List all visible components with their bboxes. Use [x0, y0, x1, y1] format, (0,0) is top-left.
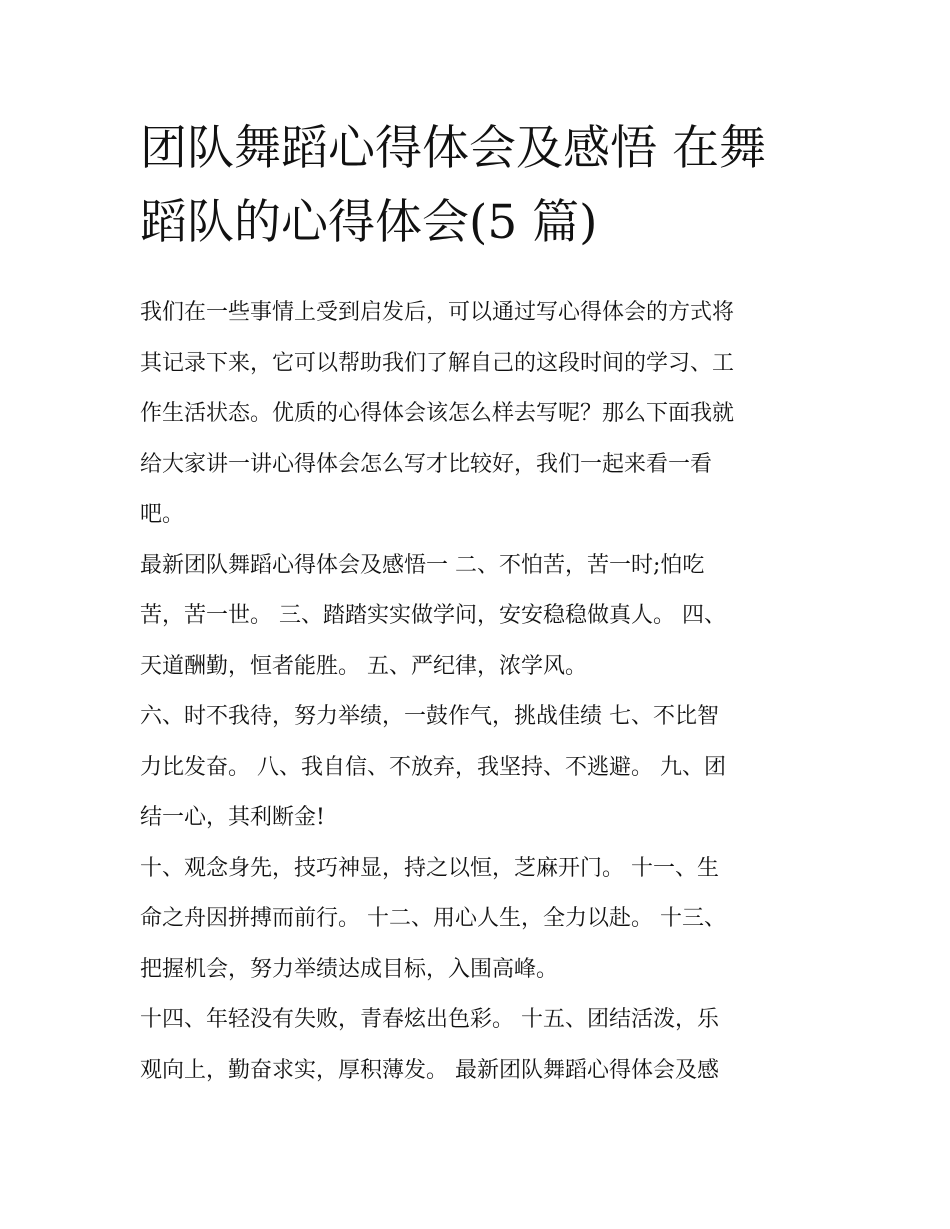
intro-paragraph	[140, 288, 815, 541]
paragraph-line: 给大家讲一讲心得体会怎么写才比较好，我们一起来看一看	[140, 451, 713, 477]
slogan-paragraph-3	[140, 844, 815, 996]
paragraph-line: 苦，苦一世。 三、踏踏实实做学问，安安稳稳做真人。 四、	[140, 603, 726, 628]
paragraph-line: 力比发奋。 八、我自信、不放弃，我坚持、不逃避。 九、团	[140, 754, 726, 780]
paragraph-line: 天道酬勤，恒者能胜。 五、严纪律，浓学风。	[140, 653, 587, 679]
document-content	[140, 112, 815, 1096]
paragraph-line: 命之舟因拼搏而前行。 十二、用心人生，全力以赴。 十三、	[140, 906, 726, 931]
paragraph-line: 我们在一些事情上受到启发后，可以通过写心得体会的方式将	[140, 300, 735, 325]
slogan-paragraph-4	[140, 995, 815, 1096]
paragraph-line: 吧。	[140, 502, 185, 527]
paragraph-line: 最新团队舞蹈心得体会及感悟一 二、不怕苦，苦一时;怕吃	[140, 552, 705, 578]
document-title	[140, 112, 815, 260]
paragraph-line: 六、时不我待，努力举绩，一鼓作气，挑战佳绩 七、不比智	[140, 704, 719, 729]
paragraph-line: 观向上，勤奋求实，厚积薄发。 最新团队舞蹈心得体会及感	[140, 1057, 719, 1083]
title-line-1: 团队舞蹈心得体会及感悟 在舞	[140, 121, 766, 176]
slogan-paragraph-2	[140, 692, 815, 844]
paragraph-line: 把握机会，努力举绩达成目标，入围高峰。	[140, 956, 559, 982]
paragraph-line: 其记录下来，它可以帮助我们了解自己的这段时间的学习、工	[140, 350, 735, 376]
paragraph-line: 结一心，其利断金!	[140, 805, 325, 830]
title-line-2: 蹈队的心得体会(5 篇)	[140, 195, 598, 250]
paragraph-line: 十、观念身先，技巧神显，持之以恒，芝麻开门。 十一、生	[140, 855, 719, 881]
paragraph-line: 十四、年轻没有失败，青春炫出色彩。 十五、团结活泼，乐	[140, 1007, 719, 1032]
slogan-paragraph-1	[140, 541, 815, 693]
paragraph-line: 作生活状态。优质的心得体会该怎么样去写呢？那么下面我就	[140, 401, 735, 426]
